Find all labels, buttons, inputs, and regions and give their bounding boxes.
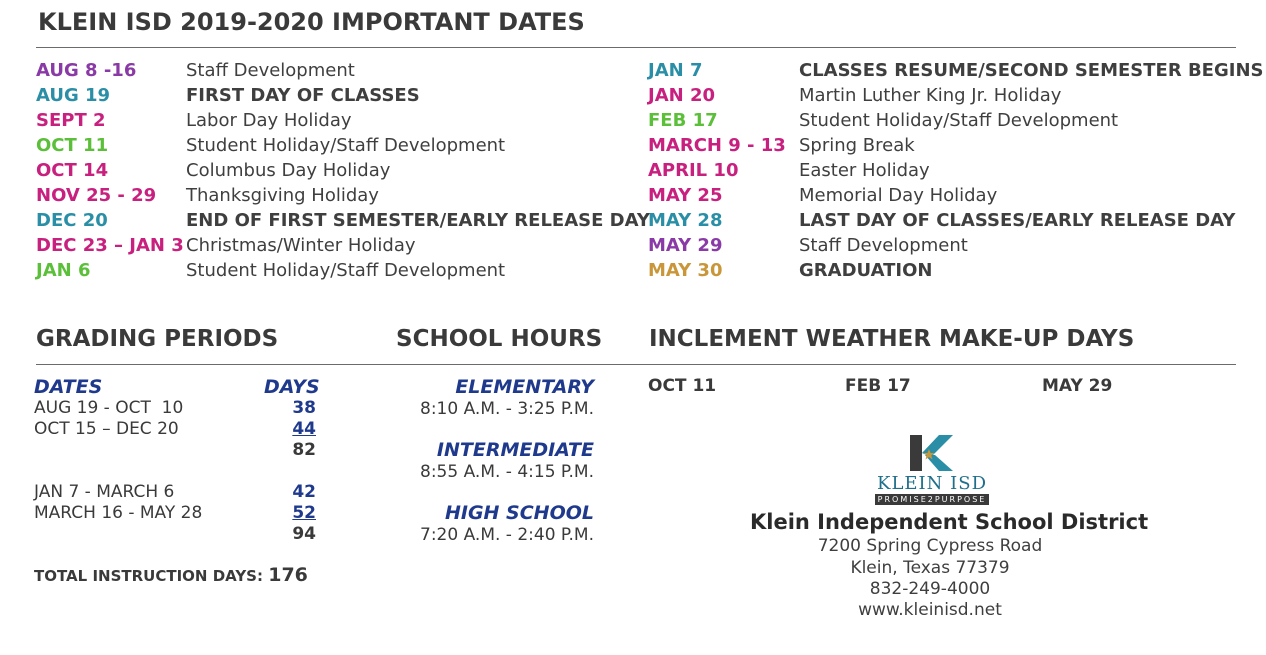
date-row — [648, 183, 1258, 208]
event-label: GRADUATION — [799, 260, 933, 281]
date-label: OCT 11 — [36, 135, 109, 156]
date-label: MARCH 9 - 13 — [648, 135, 786, 156]
event-label: Martin Luther King Jr. Holiday — [799, 85, 1062, 106]
school-level-name: HIGH SCHOOL — [444, 502, 594, 524]
event-label: Thanksgiving Holiday — [186, 185, 379, 206]
grading-days: 94 — [292, 524, 316, 544]
date-label: MAY 28 — [648, 210, 723, 231]
date-label: NOV 25 - 29 — [36, 185, 157, 206]
event-label: END OF FIRST SEMESTER/EARLY RELEASE DAY — [186, 210, 650, 231]
date-label: JAN 20 — [648, 85, 716, 106]
event-label: Easter Holiday — [799, 160, 930, 181]
total-instruction-days — [34, 564, 308, 586]
school-level-name: INTERMEDIATE — [436, 439, 594, 461]
inclement-weather-heading: INCLEMENT WEATHER MAKE-UP DAYS — [649, 326, 1135, 352]
grading-periods-table — [34, 398, 324, 548]
makeup-day: OCT 11 — [648, 376, 717, 396]
event-label: FIRST DAY OF CLASSES — [186, 85, 420, 106]
event-label: CLASSES RESUME/SECOND SEMESTER BEGINS — [799, 60, 1264, 81]
klein-k-mark-icon — [873, 433, 991, 477]
date-row — [648, 233, 1258, 258]
grading-days: 52 — [292, 503, 316, 523]
total-instruction-value: 176 — [268, 564, 308, 586]
grading-dates: OCT 15 – DEC 20 — [34, 419, 179, 439]
date-row — [36, 158, 626, 183]
date-row — [648, 108, 1258, 133]
page-title: KLEIN ISD 2019-2020 IMPORTANT DATES — [38, 8, 585, 36]
date-row — [36, 258, 626, 283]
grading-dates: MARCH 16 - MAY 28 — [34, 503, 203, 523]
school-level-hours: 7:20 A.M. - 2:40 P.M. — [420, 525, 594, 545]
section-divider — [36, 364, 1236, 365]
grading-dates-label: DATES — [34, 376, 103, 398]
total-instruction-label: TOTAL INSTRUCTION DAYS: — [34, 567, 263, 585]
date-label: MAY 30 — [648, 260, 723, 281]
grading-dates: JAN 7 - MARCH 6 — [34, 482, 175, 502]
date-label: AUG 8 -16 — [36, 60, 137, 81]
school-level-hours: 8:55 A.M. - 4:15 P.M. — [420, 462, 594, 482]
date-label: OCT 14 — [36, 160, 109, 181]
date-row — [36, 233, 626, 258]
date-row — [648, 208, 1258, 233]
event-label: Student Holiday/Staff Development — [186, 135, 506, 156]
school-level-hours: 8:10 A.M. - 3:25 P.M. — [420, 399, 594, 419]
date-label: MAY 29 — [648, 235, 723, 256]
makeup-day: FEB 17 — [845, 376, 911, 396]
date-row — [648, 133, 1258, 158]
date-label: MAY 25 — [648, 185, 723, 206]
grading-days: 42 — [292, 482, 316, 502]
event-label: Columbus Day Holiday — [186, 160, 391, 181]
event-label: Staff Development — [799, 235, 968, 256]
event-label: Labor Day Holiday — [186, 110, 352, 131]
school-hours-heading: SCHOOL HOURS — [396, 326, 603, 352]
date-row — [36, 133, 626, 158]
district-city: Klein, Texas 77379 — [850, 558, 1010, 578]
important-dates-left — [36, 58, 650, 288]
date-label: SEPT 2 — [36, 110, 106, 131]
date-row — [648, 58, 1264, 83]
grading-days: 38 — [292, 398, 316, 418]
district-phone: 832-249-4000 — [869, 579, 991, 599]
grading-days-label: DAYS — [264, 376, 320, 398]
school-level-name: ELEMENTARY — [455, 376, 594, 398]
date-row — [36, 83, 626, 108]
date-row — [648, 258, 1258, 283]
important-dates-right — [648, 58, 1264, 288]
event-label: LAST DAY OF CLASSES/EARLY RELEASE DAY — [799, 210, 1236, 231]
grading-days: 82 — [292, 440, 316, 460]
logo-tagline: PROMISE2PURPOSE — [875, 494, 989, 505]
district-address: 7200 Spring Cypress Road — [817, 536, 1043, 556]
date-label: APRIL 10 — [648, 160, 739, 181]
date-label: JAN 6 — [36, 260, 91, 281]
district-website[interactable]: www.kleinisd.net — [858, 600, 1002, 620]
grading-dates: AUG 19 - OCT 10 — [34, 398, 184, 418]
event-label: Student Holiday/Staff Development — [186, 260, 506, 281]
district-name: Klein Independent School District — [750, 510, 1149, 534]
title-divider — [36, 47, 1236, 48]
date-row — [648, 83, 1258, 108]
date-row — [36, 208, 650, 233]
logo-name: KLEIN ISD — [877, 473, 987, 494]
grading-days: 44 — [292, 419, 316, 439]
event-label: Christmas/Winter Holiday — [186, 235, 416, 256]
date-label: DEC 23 – JAN 3 — [36, 235, 184, 256]
makeup-day: MAY 29 — [1042, 376, 1113, 396]
date-label: JAN 7 — [648, 60, 703, 81]
event-label: Spring Break — [799, 135, 915, 156]
date-label: FEB 17 — [648, 110, 718, 131]
date-row — [36, 108, 626, 133]
event-label: Memorial Day Holiday — [799, 185, 998, 206]
klein-isd-logo — [873, 433, 991, 505]
date-label: DEC 20 — [36, 210, 108, 231]
date-label: AUG 19 — [36, 85, 111, 106]
grading-periods-heading: GRADING PERIODS — [36, 326, 279, 352]
date-row — [36, 58, 626, 83]
event-label: Student Holiday/Staff Development — [799, 110, 1119, 131]
school-hours-list — [396, 376, 594, 556]
event-label: Staff Development — [186, 60, 355, 81]
date-row — [36, 183, 626, 208]
date-row — [648, 158, 1258, 183]
